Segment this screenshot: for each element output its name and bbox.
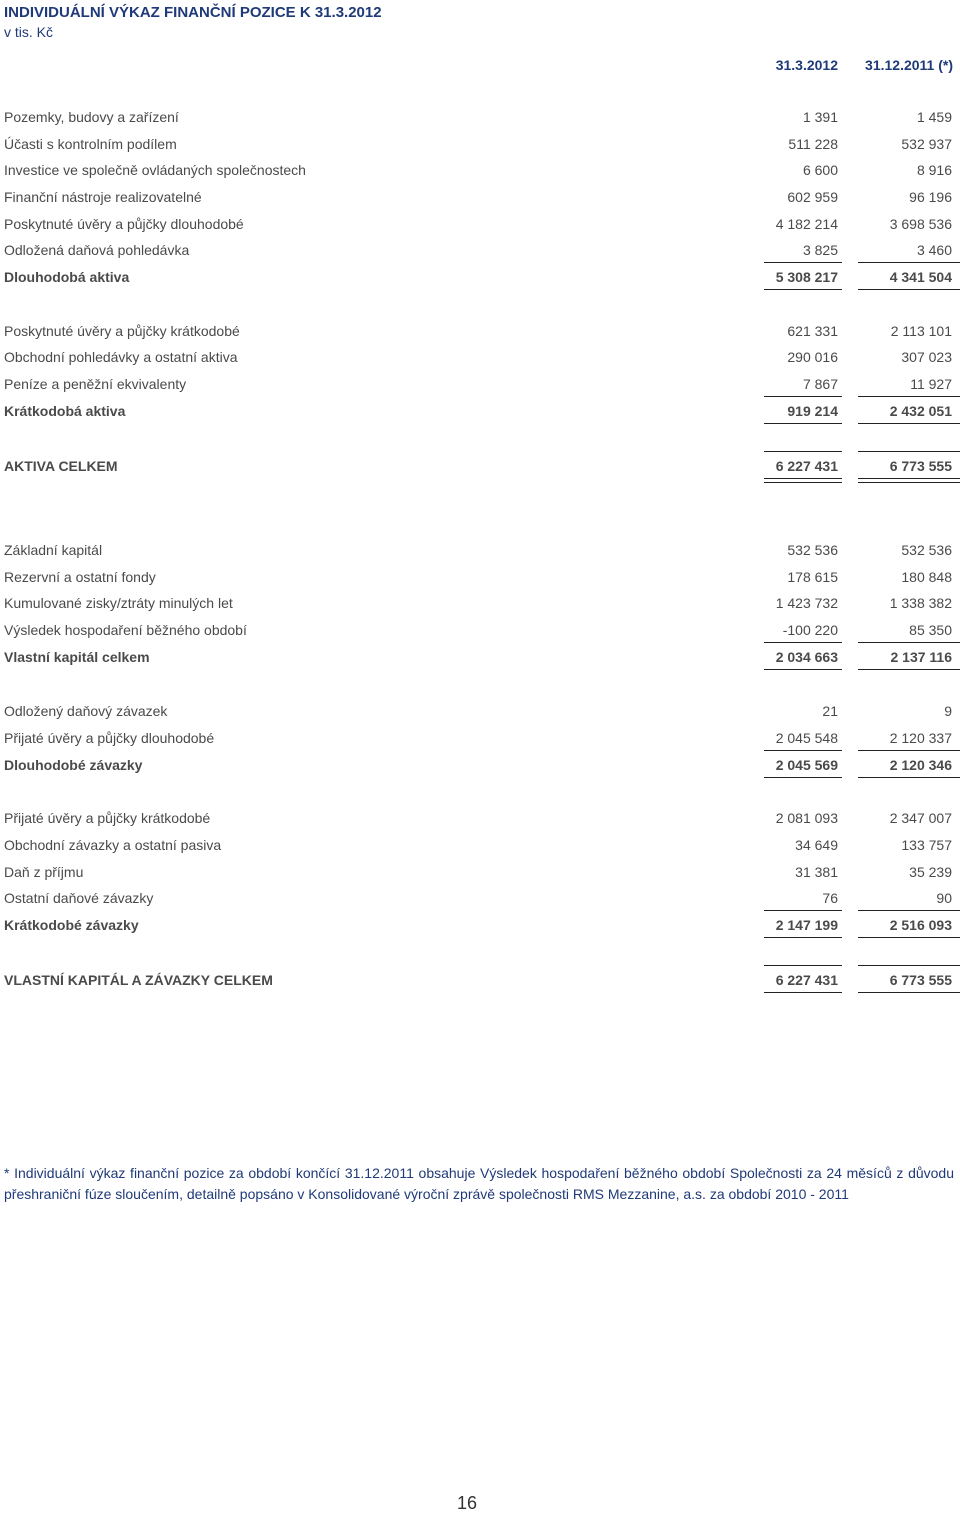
row-label: Dlouhodobá aktiva (4, 269, 130, 285)
row-label: Přijaté úvěry a půjčky krátkodobé (4, 810, 211, 826)
subtotal-row (0, 754, 960, 776)
row-label: Rezervní a ostatní fondy (4, 569, 156, 585)
table-row (0, 106, 960, 128)
row-value-current: 602 959 (787, 189, 838, 205)
row-value-previous: 96 196 (909, 189, 952, 205)
column-header-current: 31.3.2012 (775, 57, 838, 73)
subtotal-row (0, 914, 960, 936)
row-value-current: 5 308 217 (775, 269, 838, 285)
table-row (0, 619, 960, 641)
row-value-current: 3 825 (802, 242, 838, 258)
row-label: Krátkodobá aktiva (4, 403, 126, 419)
subtotal-row (0, 400, 960, 422)
row-value-previous: 1 459 (916, 109, 952, 125)
row-value-previous: 6 773 555 (889, 972, 952, 988)
row-label: Výsledek hospodaření běžného období (4, 622, 247, 638)
row-value-current: 532 536 (787, 542, 838, 558)
table-row (0, 834, 960, 856)
subtotal-rule (764, 262, 842, 263)
row-value-current: 7 867 (802, 376, 838, 392)
row-value-current: 1 423 732 (775, 595, 838, 611)
row-value-previous: 307 023 (901, 349, 952, 365)
row-value-current: 4 182 214 (775, 216, 838, 232)
table-row (0, 133, 960, 155)
total-rule (764, 965, 842, 966)
grand-total-row (0, 969, 960, 991)
row-label: Poskytnuté úvěry a půjčky krátkodobé (4, 323, 240, 339)
subtotal-rule (764, 750, 842, 751)
subtotal-underline (764, 937, 842, 938)
row-value-current: 178 615 (787, 569, 838, 585)
row-label: Základní kapitál (4, 542, 103, 558)
row-value-previous: 35 239 (909, 864, 952, 880)
double-underline (858, 482, 960, 483)
row-value-current: 290 016 (787, 349, 838, 365)
row-value-current: 511 228 (788, 136, 838, 152)
row-value-previous: 3 460 (916, 242, 952, 258)
subtotal-rule (764, 910, 842, 911)
total-rule (858, 451, 960, 452)
subtotal-row (0, 646, 960, 668)
row-value-current: 76 (822, 890, 838, 906)
double-underline (764, 478, 842, 479)
row-value-current: 2 081 093 (775, 810, 838, 826)
row-value-current: -100 220 (782, 622, 838, 638)
row-label: Peníze a peněžní ekvivalenty (4, 376, 187, 392)
double-underline (858, 478, 960, 479)
row-value-previous: 6 773 555 (889, 458, 952, 474)
row-label: AKTIVA CELKEM (4, 458, 118, 474)
double-underline (764, 992, 842, 993)
row-value-current: 6 227 431 (775, 972, 838, 988)
row-label: Účasti s kontrolním podílem (4, 136, 177, 152)
row-label: Obchodní závazky a ostatní pasiva (4, 837, 222, 853)
row-value-current: 6 600 (802, 162, 838, 178)
footnote: * Individuální výkaz finanční pozice za období končící 31.12.2011 obsahuje Výsledek hospodaření běžného období Společnosti za 24 měsíců z důvodu přeshraniční fúze sloučením, detailně popsáno v Konsolidované výroční zprávě společnosti RMS Mezzanine, a.s. za období 2010 - 2011 (4, 1165, 954, 1202)
table-row (0, 159, 960, 181)
table-row (0, 213, 960, 235)
row-value-previous: 2 120 346 (889, 757, 952, 773)
table-row (0, 346, 960, 368)
grand-total-row (0, 455, 960, 477)
subtotal-underline (858, 423, 960, 424)
row-label: Finanční nástroje realizovatelné (4, 189, 202, 205)
double-underline (764, 482, 842, 483)
column-header-previous: 31.12.2011 (*) (865, 57, 953, 73)
row-label: Kumulované zisky/ztráty minulých let (4, 595, 233, 611)
row-value-current: 621 331 (787, 323, 838, 339)
row-label: Pozemky, budovy a zařízení (4, 109, 179, 125)
subtotal-underline (858, 937, 960, 938)
subtotal-underline (858, 669, 960, 670)
table-row (0, 807, 960, 829)
row-value-current: 2 045 569 (775, 757, 838, 773)
row-label: Vlastní kapitál celkem (4, 649, 150, 665)
subtotal-underline (764, 669, 842, 670)
row-value-previous: 2 120 337 (889, 730, 952, 746)
row-value-current: 2 045 548 (775, 730, 838, 746)
subtotal-underline (764, 423, 842, 424)
row-label: Odložený daňový závazek (4, 703, 168, 719)
table-row (0, 239, 960, 261)
total-rule (764, 451, 842, 452)
row-value-previous: 1 338 382 (889, 595, 952, 611)
row-value-previous: 2 347 007 (889, 810, 952, 826)
row-label: Odložená daňová pohledávka (4, 242, 190, 258)
subtotal-underline (764, 289, 842, 290)
total-rule (858, 965, 960, 966)
subtotal-rule (858, 750, 960, 751)
row-label: Poskytnuté úvěry a půjčky dlouhodobé (4, 216, 244, 232)
row-label: Obchodní pohledávky a ostatní aktiva (4, 349, 238, 365)
row-value-current: 31 381 (795, 864, 838, 880)
row-value-previous: 532 937 (901, 136, 952, 152)
row-value-current: 919 214 (787, 403, 838, 419)
subtotal-rule (858, 910, 960, 911)
table-row (0, 700, 960, 722)
table-row (0, 727, 960, 749)
row-value-previous: 133 757 (901, 837, 952, 853)
row-label: Ostatní daňové závazky (4, 890, 154, 906)
table-row (0, 539, 960, 561)
row-value-previous: 2 137 116 (890, 649, 952, 665)
row-value-current: 34 649 (795, 837, 838, 853)
table-row (0, 320, 960, 342)
row-value-current: 2 034 663 (775, 649, 838, 665)
row-value-previous: 180 848 (901, 569, 952, 585)
subtotal-row (0, 266, 960, 288)
row-value-previous: 8 916 (916, 162, 952, 178)
row-label: Krátkodobé závazky (4, 917, 139, 933)
row-value-previous: 85 350 (909, 622, 952, 638)
row-value-previous: 532 536 (901, 542, 952, 558)
row-value-previous: 3 698 536 (889, 216, 952, 232)
row-label: Přijaté úvěry a půjčky dlouhodobé (4, 730, 215, 746)
subtotal-rule (764, 642, 842, 643)
double-underline (858, 992, 960, 993)
row-label: Investice ve společně ovládaných společnostech (4, 162, 306, 178)
subtotal-underline (764, 777, 842, 778)
page-number: 16 (456, 1493, 478, 1513)
row-value-previous: 2 432 051 (889, 403, 952, 419)
table-row (0, 566, 960, 588)
table-row (0, 887, 960, 909)
table-row (0, 373, 960, 395)
subtotal-rule (764, 396, 842, 397)
row-label: VLASTNÍ KAPITÁL A ZÁVAZKY CELKEM (4, 972, 273, 988)
row-value-previous: 90 (936, 890, 952, 906)
subtotal-rule (858, 642, 960, 643)
row-value-current: 2 147 199 (775, 917, 838, 933)
row-value-previous: 9 (944, 703, 952, 719)
row-label: Daň z příjmu (4, 864, 84, 880)
table-row (0, 861, 960, 883)
subtotal-underline (858, 289, 960, 290)
row-label: Dlouhodobé závazky (4, 757, 143, 773)
row-value-previous: 4 341 504 (889, 269, 952, 285)
subtotal-rule (858, 396, 960, 397)
table-row (0, 592, 960, 614)
subtotal-underline (858, 777, 960, 778)
row-value-current: 21 (822, 703, 838, 719)
row-value-current: 1 391 (802, 109, 838, 125)
page-title: INDIVIDUÁLNÍ VÝKAZ FINANČNÍ POZICE K 31.3.2012 (4, 4, 382, 21)
row-value-previous: 11 927 (910, 376, 952, 392)
row-value-current: 6 227 431 (775, 458, 838, 474)
row-value-previous: 2 113 101 (890, 323, 952, 339)
unit-subtitle: v tis. Kč (4, 24, 54, 40)
row-value-previous: 2 516 093 (889, 917, 952, 933)
table-row (0, 186, 960, 208)
subtotal-rule (858, 262, 960, 263)
